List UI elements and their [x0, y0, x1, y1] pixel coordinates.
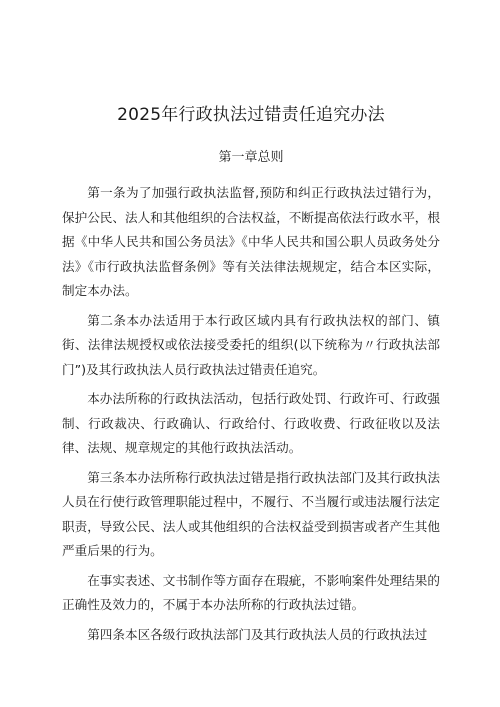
paragraph-article-3: 第三条本办法所称行政执法过错是指行政执法部门及其行政执法人员在行使行政管理职能过程中，不履行、不当履行或违法履行法定职责，导致公民、法人或其他组织的合法权益受到损害或者产生其他严重后果的行为。 [62, 469, 440, 558]
chapter-heading: 第一章总则 [218, 150, 284, 165]
paragraph-scope: 本办法所称的行政执法活动，包括行政处罚、行政许可、行政强制、行政裁决、行政确认、行政给付、行政收费、行政征收以及法律、法规、规章规定的其他行政执法活动。 [62, 391, 440, 455]
paragraph-article-2: 第二条本办法适用于本行政区域内具有行政执法权的部门、镇街、法律法规授权或依法接受委托的组织(以下统称为〃行政执法部门”)及其行政执法人员行政执法过错责任追究。 [62, 312, 440, 377]
paragraph-article-1: 第一条为了加强行政执法监督,预防和纠正行政执法过错行为，保护公民、法人和其他组织的合法权益，不断提高依法行政水平，根据《中华人民共和国公务员法》《中华人民共和国公职人员政务处分法》《市行政执法监督条例》等有关法律法规规定，结合本区实际，制定本办法。 [62, 185, 440, 298]
document-title: 2025年行政执法过错责任追究办法 [117, 105, 385, 125]
document-body [62, 181, 440, 647]
paragraph-exclusion: 在事实表述、文书制作等方面存在瑕疵，不影响案件处理结果的正确性及效力的，不属于本办法所称的行政执法过错。 [62, 572, 440, 612]
paragraph-article-4: 第四条本区各级行政执法部门及其行政执法人员的行政执法过 [87, 626, 428, 642]
